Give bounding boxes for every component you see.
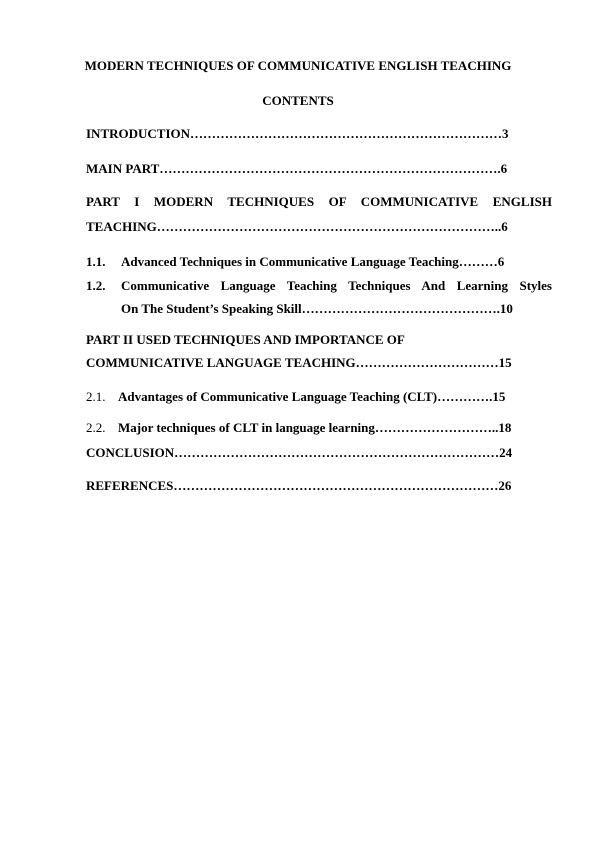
toc-section-1-2-number: 1.2. bbox=[86, 278, 106, 293]
toc-section-1-2-line2[interactable]: On The Student’s Speaking Skill……………………………………….10 bbox=[121, 301, 513, 316]
toc-section-1-1[interactable]: Advanced Techniques in Communicative Language Teaching………6 bbox=[121, 254, 505, 269]
toc-main-part[interactable]: MAIN PART…………………………………………………………………….6 bbox=[86, 161, 508, 176]
contents-heading: CONTENTS bbox=[262, 93, 334, 108]
toc-part1-line1[interactable]: PART I MODERN TECHNIQUES OF COMMUNICATIVE ENGLISH bbox=[86, 194, 552, 209]
toc-section-1-1-number: 1.1. bbox=[86, 254, 106, 269]
toc-part2-line2[interactable]: COMMUNICATIVE LANGUAGE TEACHING……………………………15 bbox=[86, 355, 512, 370]
toc-section-2-2[interactable]: Major techniques of CLT in language learning………………………..18 bbox=[118, 420, 512, 435]
toc-part1-line2[interactable]: TEACHING……………………………………………………………………..6 bbox=[86, 219, 508, 234]
toc-section-1-2-line1[interactable]: Communicative Language Teaching Techniques And Learning Styles bbox=[121, 278, 552, 293]
toc-introduction[interactable]: INTRODUCTION………………………………………………………………3 bbox=[86, 126, 509, 141]
toc-section-2-2-number: 2.2. bbox=[86, 420, 106, 435]
toc-part2-line1[interactable]: PART II USED TECHNIQUES AND IMPORTANCE OF bbox=[86, 332, 405, 347]
toc-conclusion[interactable]: CONCLUSION…………………………………………………………………24 bbox=[86, 445, 513, 460]
document-title: MODERN TECHNIQUES OF COMMUNICATIVE ENGLISH TEACHING bbox=[84, 58, 512, 73]
toc-section-2-1-number: 2.1. bbox=[86, 389, 106, 404]
toc-section-2-1[interactable]: Advantages of Communicative Language Teaching (CLT)………….15 bbox=[118, 389, 506, 404]
toc-references[interactable]: REFERENCES…………………………………………………………………26 bbox=[86, 478, 512, 493]
